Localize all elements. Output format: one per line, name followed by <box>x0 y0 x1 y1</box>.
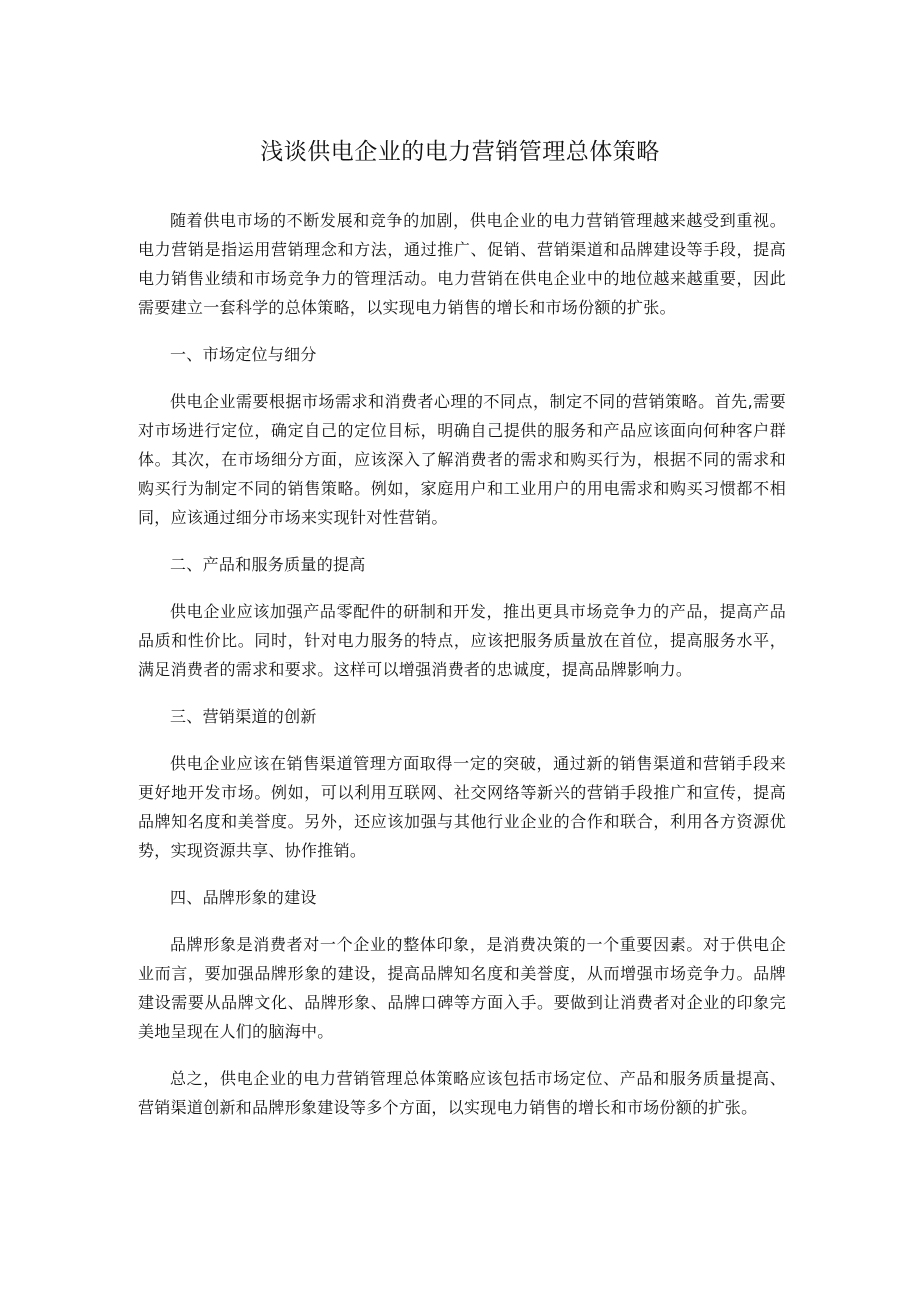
section-body-2: 供电企业应该加强产品零配件的研制和开发，推出更具市场竞争力的产品，提高产品品质和性价比。同时，针对电力服务的特点，应该把服务质量放在首位，提高服务水平，满足消费者的需求和要求。这样可以增强消费者的忠诚度，提高品牌影响力。 <box>138 602 786 679</box>
section-heading-2: 二、产品和服务质量的提高 <box>170 555 366 574</box>
section-body-1: 供电企业需要根据市场需求和消费者心理的不同点，制定不同的营销策略。首先,需要对市场进行定位，确定自己的定位目标，明确自己提供的服务和产品应该面向何种客户群体。其次，在市场细分方面，应该深入了解消费者的需求和购买行为，根据不同的需求和购买行为制定不同的销售策略。例如，家庭用户和工业用户的用电需求和购买习惯都不相同，应该通过细分市场来实现针对性营销。 <box>138 392 786 527</box>
intro-paragraph: 随着供电市场的不断发展和竞争的加剧，供电企业的电力营销管理越来越受到重视。电力营销是指运用营销理念和方法，通过推广、促销、营销渠道和品牌建设等手段，提高电力销售业绩和市场竞争力的管理活动。电力营销在供电企业中的地位越来越重要，因此需要建立一套科学的总体策略，以实现电力销售的增长和市场份额的扩张。 <box>138 211 786 317</box>
document-title: 浅谈供电企业的电力营销管理总体策略 <box>260 139 660 165</box>
section-heading-3: 三、营销渠道的创新 <box>170 707 317 726</box>
document-body <box>138 206 786 1140</box>
section-heading-4: 四、品牌形象的建设 <box>170 888 317 907</box>
section-body-3: 供电企业应该在销售渠道管理方面取得一定的突破，通过新的销售渠道和营销手段来更好地开发市场。例如，可以利用互联网、社交网络等新兴的营销手段推广和宣传，提高品牌知名度和美誉度。另外，还应该加强与其他行业企业的合作和联合，利用各方资源优势，实现资源共享、协作推销。 <box>138 754 786 860</box>
section-body-4: 品牌形象是消费者对一个企业的整体印象，是消费决策的一个重要因素。对于供电企业而言，要加强品牌形象的建设，提高品牌知名度和美誉度，从而增强市场竞争力。品牌建设需要从品牌文化、品牌形象、品牌口碑等方面入手。要做到让消费者对企业的印象完美地呈现在人们的脑海中。 <box>138 935 786 1041</box>
conclusion-paragraph: 总之，供电企业的电力营销管理总体策略应该包括市场定位、产品和服务质量提高、营销渠道创新和品牌形象建设等多个方面，以实现电力销售的增长和市场份额的扩张。 <box>138 1069 786 1117</box>
section-heading-1: 一、市场定位与细分 <box>170 345 317 364</box>
